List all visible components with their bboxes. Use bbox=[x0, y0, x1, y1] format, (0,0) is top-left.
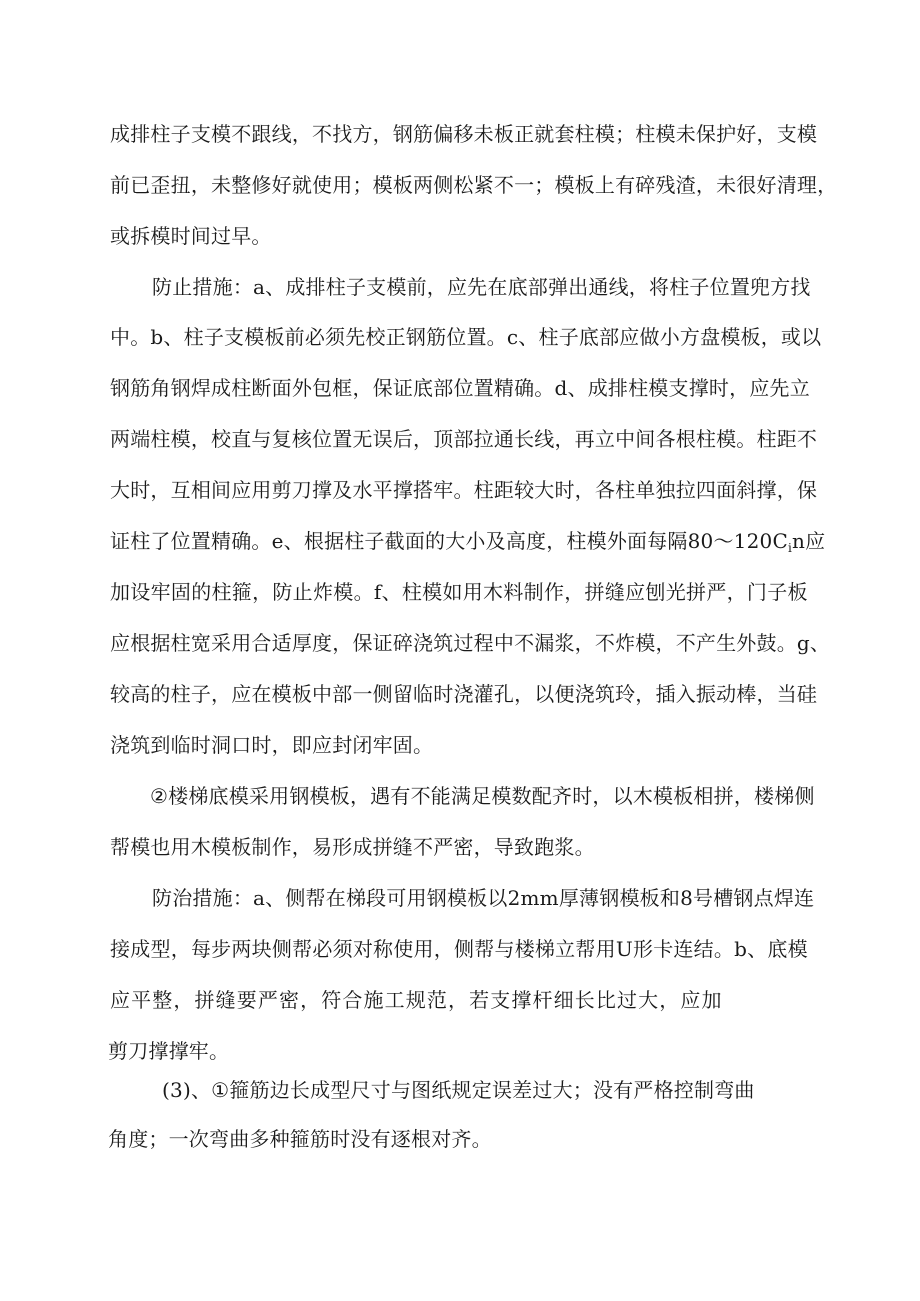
text-line: 应 平 整 ， 拼 缝 要 严 密 ， 符 合 施 工 规 范 ， 若 支 撑 杆 细 长 比 过 大 ， 应 加 bbox=[110, 988, 722, 1012]
text-line: 浇筑到临时洞口时，即应封闭牢固。 bbox=[110, 733, 434, 757]
text-line: ( 3 ) 、 ① 箍 筋 边 长 成 型 尺 寸 与 图 纸 规 定 误 差 过 大 ； 没 有 严 格 控 制 弯 曲 bbox=[162, 1078, 755, 1102]
text-line: 帮模也用木模板制作，易形成拼缝不严密，导致跑浆。 bbox=[110, 835, 595, 859]
text-line: 中 。 b 、 柱 子 支 模 板 前 必 须 先 校 正 钢 筋 位 置 。 c 、 柱 子 底 部 应 做 小 方 盘 模 板 ， 或 以 bbox=[110, 325, 822, 349]
text-line: 接 成 型 ， 每 步 两 块 侧 帮 必 须 对 称 使 用 ， 侧 帮 与 楼 梯 立 帮 用 U 形 卡 连 结 。 b 、 底 模 bbox=[110, 937, 808, 961]
text-line: ② 楼 梯 底 模 采 用 钢 模 板 ， 遇 有 不 能 满 足 模 数 配 齐 时 ， 以 木 模 板 相 拼 ， 楼 梯 侧 bbox=[150, 784, 815, 808]
subscript: i bbox=[787, 541, 793, 555]
text-line: 防 治 措 施 ： a 、 侧 帮 在 梯 段 可 用 钢 模 板 以 2mm 厚 薄 钢 模 板 和 8 号 槽 钢 点 焊 连 bbox=[152, 886, 815, 910]
text-line: 加 设 牢 固 的 柱 箍 ， 防 止 炸 模 。 f 、 柱 模 如 用 木 料 制 作 ， 拼 缝 应 刨 光 拼 严 ， 门 子 板 bbox=[110, 580, 808, 604]
text-line: 角度；一次弯曲多种箍筋时没有逐根对齐。 bbox=[108, 1127, 492, 1151]
text-line: 剪刀撑撑牢。 bbox=[108, 1039, 230, 1063]
text-line: 防 止 措 施 ： a 、 成 排 柱 子 支 模 前 ， 应 先 在 底 部 弹 出 通 线 ， 将 柱 子 位 置 兜 方 找 bbox=[152, 275, 811, 299]
text-line: 较 高 的 柱 子 ， 应 在 模 板 中 部 一 侧 留 临 时 浇 灌 孔 ， 以 便 浇 筑 玲 ， 插 入 振 动 棒 ， 当 硅 bbox=[110, 682, 818, 706]
text-line: 钢 筋 角 钢 焊 成 柱 断 面 外 包 框 ， 保 证 底 部 位 置 精 确 。 d 、 成 排 柱 模 支 撑 时 ， 应 先 立 bbox=[110, 376, 810, 400]
text-line: 大 时 ， 互 相 间 应 用 剪 刀 撑 及 水 平 撑 搭 牢 。 柱 距 较 大 时 ， 各 柱 单 独 拉 四 面 斜 撑 ， 保 bbox=[110, 478, 818, 502]
text-line: 应 根 据 柱 宽 采 用 合 适 厚 度 ， 保 证 碎 浇 筑 过 程 中 不 漏 浆 ， 不 炸 模 ， 不 产 生 外 鼓 。 g 、 bbox=[110, 631, 831, 655]
text-line: 两 端 柱 模 ， 校 直 与 复 核 位 置 无 误 后 ， 顶 部 拉 通 长 线 ， 再 立 中 间 各 根 柱 模 。 柱 距 不 bbox=[110, 427, 818, 451]
text-line: 证柱了位置精确。e、根据柱子截面的大小及高度，柱模外面每隔$80\sim 120C_in$应 bbox=[110, 529, 826, 555]
text-line: 成 排 柱 子 支 模 不 跟 线 ， 不 找 方 ， 钢 筋 偏 移 未 板 正 就 套 柱 模 ； 柱 模 未 保 护 好 ， 支 模 bbox=[110, 122, 818, 146]
text-line: 前 已 歪 扭 ， 未 整 修 好 就 使 用 ； 模 板 两 侧 松 紧 不 一 ； 模 板 上 有 碎 残 渣 ， 未 很 好 清 理 ， bbox=[110, 173, 838, 197]
text-line: 或拆模时间过早。 bbox=[110, 224, 272, 248]
